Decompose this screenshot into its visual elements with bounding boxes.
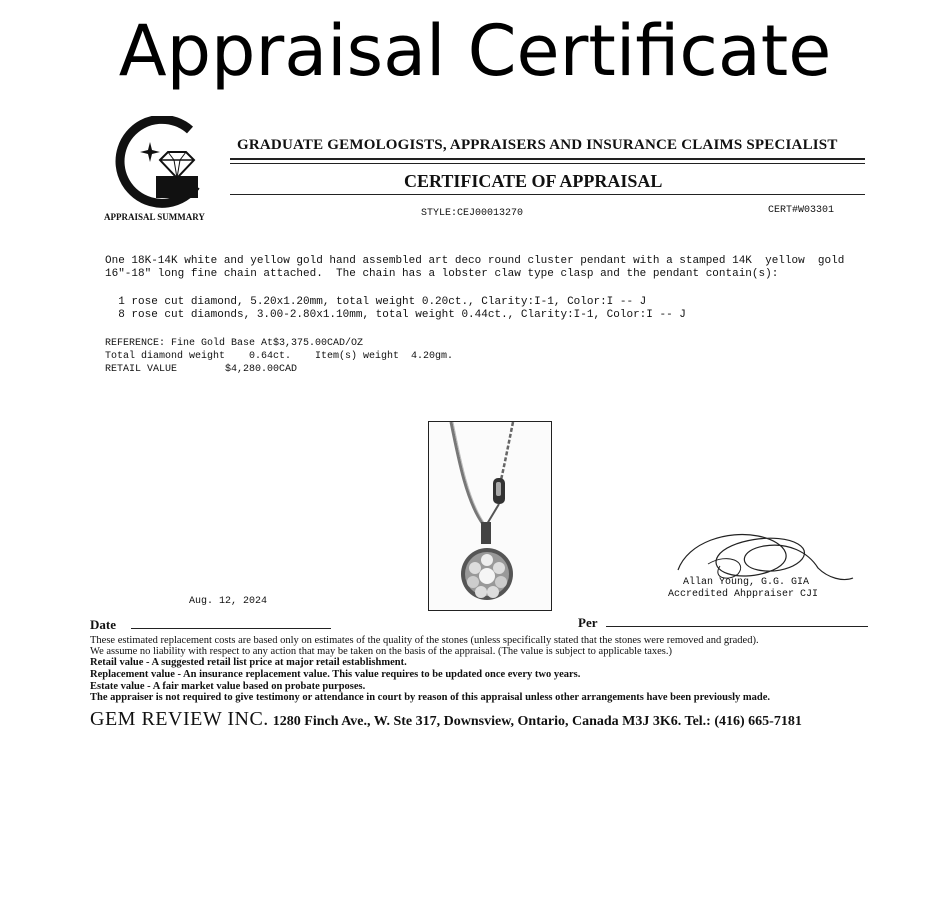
stone-line-1: 1 rose cut diamond, 5.20x1.20mm, total weight 0.20ct., Clarity:I-1, Color:I -- J bbox=[105, 296, 647, 308]
reference-line: REFERENCE: Fine Gold Base At$3,375.00CAD/OZ bbox=[105, 338, 364, 349]
disclaimer-1: These estimated replacement costs are based only on estimates of the quality of the stones (unless specifically stated that the stones were removed and graded). bbox=[90, 635, 759, 646]
disclaimer-6: The appraiser is not required to give testimony or attendance in court by reason of this appraisal unless other arrangements have been previously made. bbox=[90, 692, 770, 703]
stone-line-2: 8 rose cut diamonds, 3.00-2.80x1.10mm, total weight 0.44ct., Clarity:I-1, Color:I -- J bbox=[105, 309, 686, 321]
disclaimer-4: Replacement value - An insurance replacement value. This value requires to be updated once every two years. bbox=[90, 669, 581, 680]
date-value: Aug. 12, 2024 bbox=[189, 596, 268, 607]
banner-title: Appraisal Certificate bbox=[118, 10, 832, 92]
disclaimer-3: Retail value - A suggested retail list price at major retail establishment. bbox=[90, 657, 407, 668]
cert-number: CERT#W03301 bbox=[768, 205, 835, 216]
appraisal-summary-label: APPRAISAL SUMMARY bbox=[104, 212, 205, 222]
disclaimer-2: We assume no liability with respect to any action that may be taken on the basis of the appraisal. (The value is subject to applicable taxes.) bbox=[90, 646, 673, 657]
certificate-title: CERTIFICATE OF APPRAISAL bbox=[404, 171, 663, 191]
description-line-1: One 18K-14K white and yellow gold hand assembled art deco round cluster pendant with a stamped 14K yellow gold bbox=[105, 255, 845, 267]
disclaimer-5: Estate value - A fair market value based on probate purposes. bbox=[90, 681, 366, 692]
appraiser-title: Accredited Ahppraiser CJI bbox=[668, 589, 819, 600]
certificate-title-rule bbox=[230, 194, 865, 195]
footer-address: 1280 Finch Ave., W. Ste 317, Downsview, Ontario, Canada M3J 3K6. Tel.: (416) 665-7181 bbox=[272, 714, 802, 729]
org-line: GRADUATE GEMOLOGISTS, APPRAISERS AND INSURANCE CLAIMS SPECIALIST bbox=[237, 137, 838, 153]
description-line-2: 16"-18" long fine chain attached. The chain has a lobster claw type clasp and the pendant contain(s): bbox=[105, 268, 779, 280]
footer-company: GEM REVIEW INC. bbox=[90, 708, 269, 730]
footer-line bbox=[90, 708, 802, 731]
header-rule-1 bbox=[230, 158, 865, 160]
appraiser-name: Allan Young, G.G. GIA bbox=[683, 577, 810, 588]
date-label: Date bbox=[90, 617, 116, 632]
total-weight-line: Total diamond weight 0.64ct. Item(s) weight 4.20gm. bbox=[105, 351, 454, 362]
retail-value-line: RETAIL VALUE $4,280.00CAD bbox=[105, 364, 298, 375]
date-line bbox=[131, 628, 331, 629]
style-number: STYLE:CEJ00013270 bbox=[421, 208, 524, 219]
per-line bbox=[606, 626, 868, 627]
header-rule-2 bbox=[230, 163, 865, 164]
company-logo bbox=[112, 116, 208, 212]
per-label: Per bbox=[578, 615, 598, 630]
pendant-photo bbox=[428, 421, 552, 611]
